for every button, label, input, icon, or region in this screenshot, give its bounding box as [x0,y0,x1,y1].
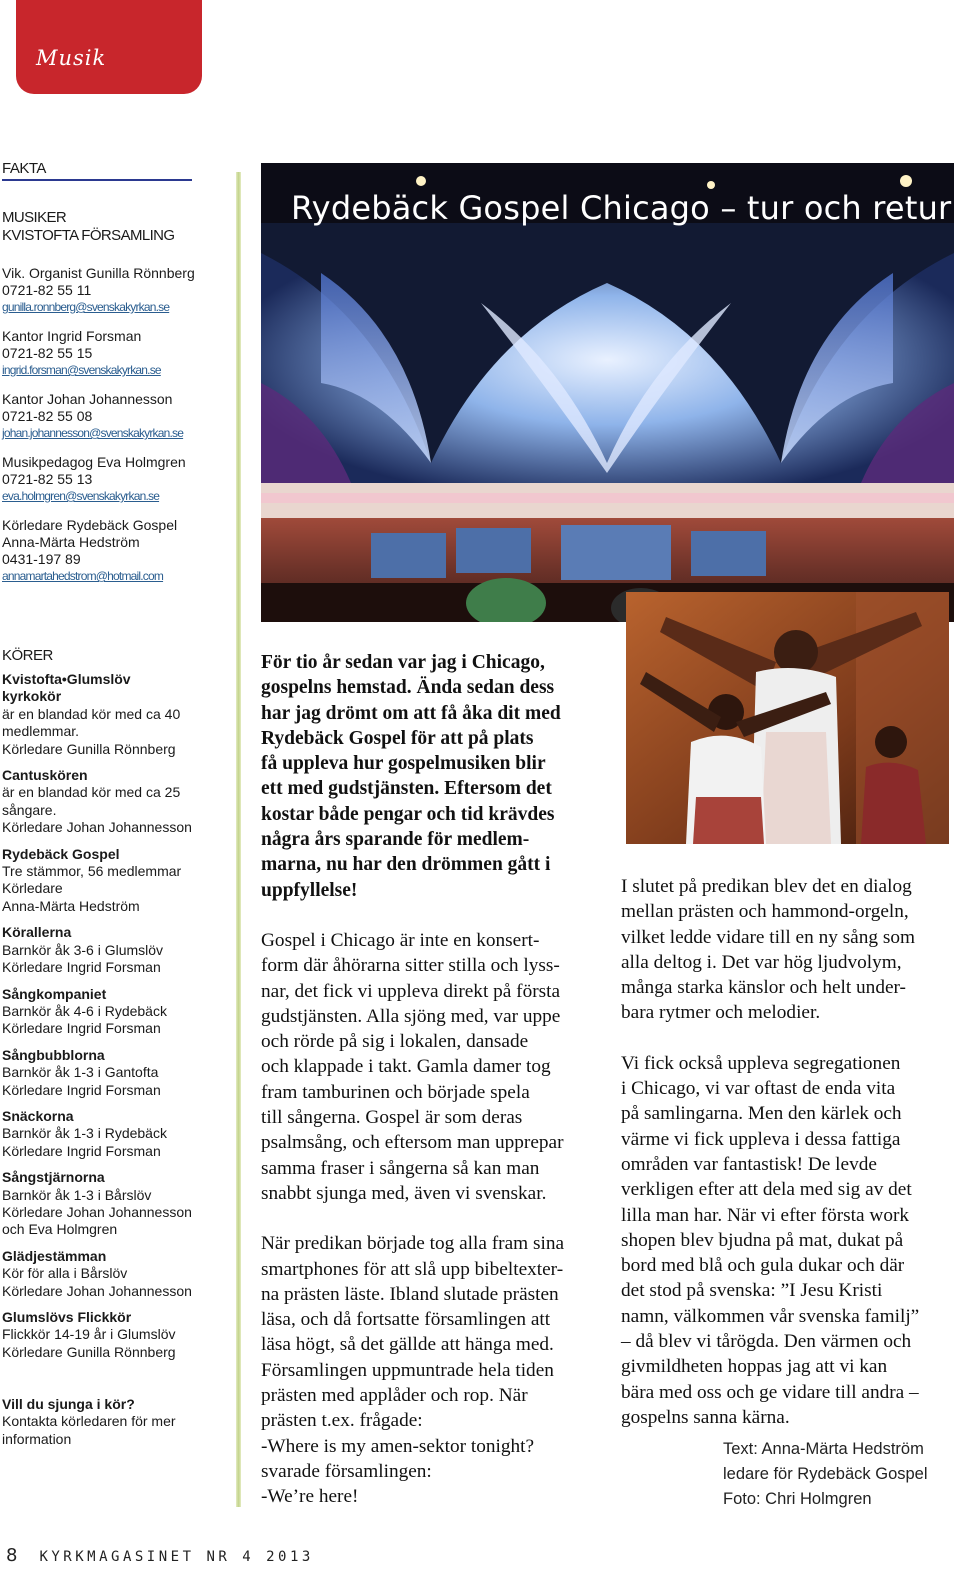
choir-desc: Flickkör 14-19 år i Glumslöv Körledare Gunilla Rönnberg [2,1326,176,1360]
contact-email-link[interactable]: annamartahedstrom@hotmail.com [2,569,164,583]
page-number: 8 [6,1545,18,1566]
body-line: namn, välkommen vår svenska familj” [621,1305,920,1327]
contact-role: Kantor Johan Johannesson [2,391,173,407]
credit-line: ledare för Rydebäck Gospel [723,1465,928,1483]
body-line: många starka känslor och helt under- [621,977,906,999]
body-paragraph [621,1051,951,1430]
choir-desc: Tre stämmor, 56 medlemmar Körledare Anna-Märta Hedström [2,863,182,914]
choir-name: Sångstjärnorna [2,1169,105,1186]
contact-phone: 0721-82 55 11 [2,282,92,298]
body-line: det stod på svenska: ”I Jesu Kristi [621,1280,883,1302]
choir-item [2,1169,234,1239]
concert-stage-illustration [261,163,954,622]
section-tab [16,0,202,94]
article-credits [723,1437,928,1512]
credit-line: Foto: Chri Holmgren [723,1490,872,1508]
body-line: Vi fick också uppleva segregationen [621,1052,901,1074]
body-line: Församlingen uppmuntrade hela tiden [261,1359,554,1381]
choir-name: Sångkompaniet [2,985,107,1002]
choir-item [2,671,234,758]
magazine-issue: KYRKMAGASINET NR 4 2013 [39,1549,314,1565]
worship-photo [626,592,949,844]
choir-name: Sångbubblorna [2,1046,105,1063]
choir-item [2,1047,234,1099]
credit-line: Text: Anna-Märta Hedström [723,1440,924,1458]
contact-email-link[interactable]: gunilla.ronnberg@svenskakyrkan.se [2,300,170,314]
body-line: fram tamburinen och började spela [261,1081,530,1103]
intro-line: kostar både pengar och tid krävdes [261,803,555,825]
choir-item [2,986,234,1038]
contact-role: Anna-Märta Hedström [2,534,140,550]
intro-line: marna, nu har den drömmen gått i [261,854,551,876]
choir-item [2,767,234,837]
choir-desc: är en blandad kör med ca 25 sångare. Körledare Johan Johannesson [2,784,192,836]
body-line: smartphones för att slå upp bibeltexter- [261,1258,564,1280]
contact-phone: 0721-82 55 15 [2,345,93,361]
body-line: Gospel i Chicago är inte en konsert- [261,930,540,951]
contact-entry [2,391,234,442]
body-line: läsa högt, så det gällde att hänga med. [261,1334,554,1356]
article-column-right [621,874,951,1455]
musiker-line: MUSIKER [2,209,67,226]
contact-role: Vik. Organist Gunilla Rönnberg [2,265,195,281]
join-choir-question: Vill du sjunga i kör? [2,1396,135,1412]
body-line: lilla man har. När vi efter första work [621,1204,910,1226]
body-line: bord med blå och gula dukar och där [621,1255,905,1277]
body-line: När predikan började tog alla fram sina [261,1233,565,1255]
choir-desc: Barnkör åk 1-3 i Rydebäck Körledare Ingrid Forsman [2,1125,167,1159]
body-line: prästen t.ex. frågade: [261,1410,423,1432]
choir-item [2,846,234,916]
choir-name: Cantuskören [2,767,88,784]
article-intro [261,650,606,903]
intro-line: uppfyllelse! [261,879,358,901]
contact-phone: 0431-197 89 [2,551,81,567]
choir-name: Rydebäck Gospel [2,845,120,862]
korer-heading: KÖRER [2,647,53,664]
contact-role: Kantor Ingrid Forsman [2,328,142,344]
contact-entry [2,454,234,505]
hero-photo [261,163,954,622]
body-line: nar, det fick vi uppleva direkt på första [261,980,561,1002]
body-paragraph [261,1231,611,1509]
choir-name: Kvistofta•Glumslöv kyrkokör [2,671,131,705]
body-paragraph [621,874,951,1026]
contact-role: Körledare Rydebäck Gospel [2,517,178,533]
join-choir-box [2,1396,234,1448]
body-line: psalmsång, och eftersom man upprepar [261,1132,564,1154]
choir-list [2,671,234,1370]
intro-line: har jag drömt om att få åka dit med [261,702,561,724]
choir-name: Glädjestämman [2,1247,107,1264]
choir-item [2,1248,234,1300]
choir-item [2,924,234,976]
body-line: form där åhörarna sitter stilla och lyss- [261,955,560,977]
body-line: shopen blev bjudna på mat, dukat på [621,1229,904,1251]
choir-name: Körallerna [2,924,72,941]
body-line: vilket ledde vidare till en ny sång som [621,926,915,948]
intro-line: gospelns hemstad. Ända sedan dess [261,677,555,699]
choir-item [2,1309,234,1361]
body-line: och rörde på sig i lokalen, dansade [261,1031,529,1053]
body-paragraph [261,928,611,1206]
contact-phone: 0721-82 55 13 [2,471,93,487]
choir-desc: Barnkör åk 1-3 i Bårslöv Körledare Johan Johannesson och Eva Holmgren [2,1186,192,1238]
body-line: verkligen efter att dela med sig av det [621,1179,912,1201]
choir-desc: Barnkör åk 4-6 i Rydebäck Körledare Ingrid Forsman [2,1002,167,1037]
body-line: snabbt sjunga med, även vi svenskar. [261,1182,547,1204]
body-line: na prästen läste. Ibland slutade prästen [261,1283,559,1305]
contact-entry [2,328,234,379]
sidebar-vertical-rule [236,172,241,1507]
body-line: läsa, och då fortsatte församlingen att [261,1309,551,1331]
body-line: bära med oss och ge vidare till andra – [621,1381,919,1403]
contacts-list [2,265,234,597]
contact-role: Musikpedagog Eva Holmgren [2,454,186,470]
choir-name: Snäckorna [2,1107,74,1124]
contact-email-link[interactable]: eva.holmgren@svenskakyrkan.se [2,489,160,503]
body-line: alla deltog i. Det var hög ljudvolym, [621,951,902,973]
body-line: prästen med applåder och rop. När [261,1385,528,1407]
page-footer [6,1545,314,1566]
intro-line: få uppleva hur gospelmusiken blir [261,753,546,775]
contact-email-link[interactable]: johan.johannesson@svenskakyrkan.se [2,426,184,440]
choir-desc: är en blandad kör med ca 40 medlemmar. Körledare Gunilla Rönnberg [2,705,181,757]
contact-phone: 0721-82 55 08 [2,408,93,424]
intro-line: några års sparande för medlem- [261,829,530,851]
join-choir-text: Kontakta körledaren för mer information [2,1413,176,1447]
contact-email-link[interactable]: ingrid.forsman@svenskakyrkan.se [2,363,161,377]
body-line: värme vi fick uppleva i dessa fattiga [621,1128,901,1150]
choir-name: Glumslövs Flickkör [2,1309,132,1325]
article-title: Rydebäck Gospel Chicago – tur och retur [291,189,952,227]
section-tab-label: Musik [36,46,107,70]
contact-entry [2,265,234,316]
fakta-divider [2,179,192,181]
body-line: områden var fantastisk! De levde [621,1153,877,1175]
intro-line: ett med gudstjänsten. Eftersom det [261,778,552,800]
body-line: gospelns sanna kärna. [621,1406,790,1428]
body-line: givmildheten hoppas jag att vi kan [621,1356,888,1378]
body-line: – då blev vi tårögda. Den värmen och [621,1331,912,1353]
body-line: gudstjänsten. Alla sjöng med, var uppe [261,1005,561,1027]
body-line: mellan prästen och hammond-orgeln, [621,901,909,923]
musiker-heading [2,209,174,245]
choir-desc: Kör för alla i Bårslöv Körledare Johan Johannesson [2,1265,192,1299]
choir-desc: Barnkör åk 3-6 i Glumslöv Körledare Ingrid Forsman [2,941,164,976]
worshippers-illustration [626,592,949,844]
article-column-left [261,928,611,1535]
fakta-heading: FAKTA [2,160,46,177]
intro-line: Rydebäck Gospel för att på plats [261,727,534,749]
body-line: I slutet på predikan blev det en dialog [621,876,912,897]
choir-desc: Barnkör åk 1-3 i Gantofta Körledare Ingrid Forsman [2,1064,161,1098]
musiker-line: KVISTOFTA FÖRSAMLING [2,227,175,244]
body-line: -Where is my amen-sektor tonight? [261,1435,535,1457]
body-line: till sångerna. Gospel är som deras [261,1107,523,1129]
choir-item [2,1108,234,1160]
body-line: och klappade i takt. Gamla damer tog [261,1056,551,1078]
body-line: bara rytmer och melodier. [621,1002,821,1024]
body-line: svarade församlingen: [261,1460,432,1482]
body-line: på samlingarna. Men den kärlek och [621,1103,902,1125]
body-line: -We’re here! [261,1486,359,1508]
intro-line: För tio år sedan var jag i Chicago, [261,652,545,673]
body-line: samma fraser i sångerna så kan man [261,1157,540,1179]
body-line: i Chicago, vi var oftast de enda vita [621,1078,896,1100]
contact-entry [2,517,234,585]
